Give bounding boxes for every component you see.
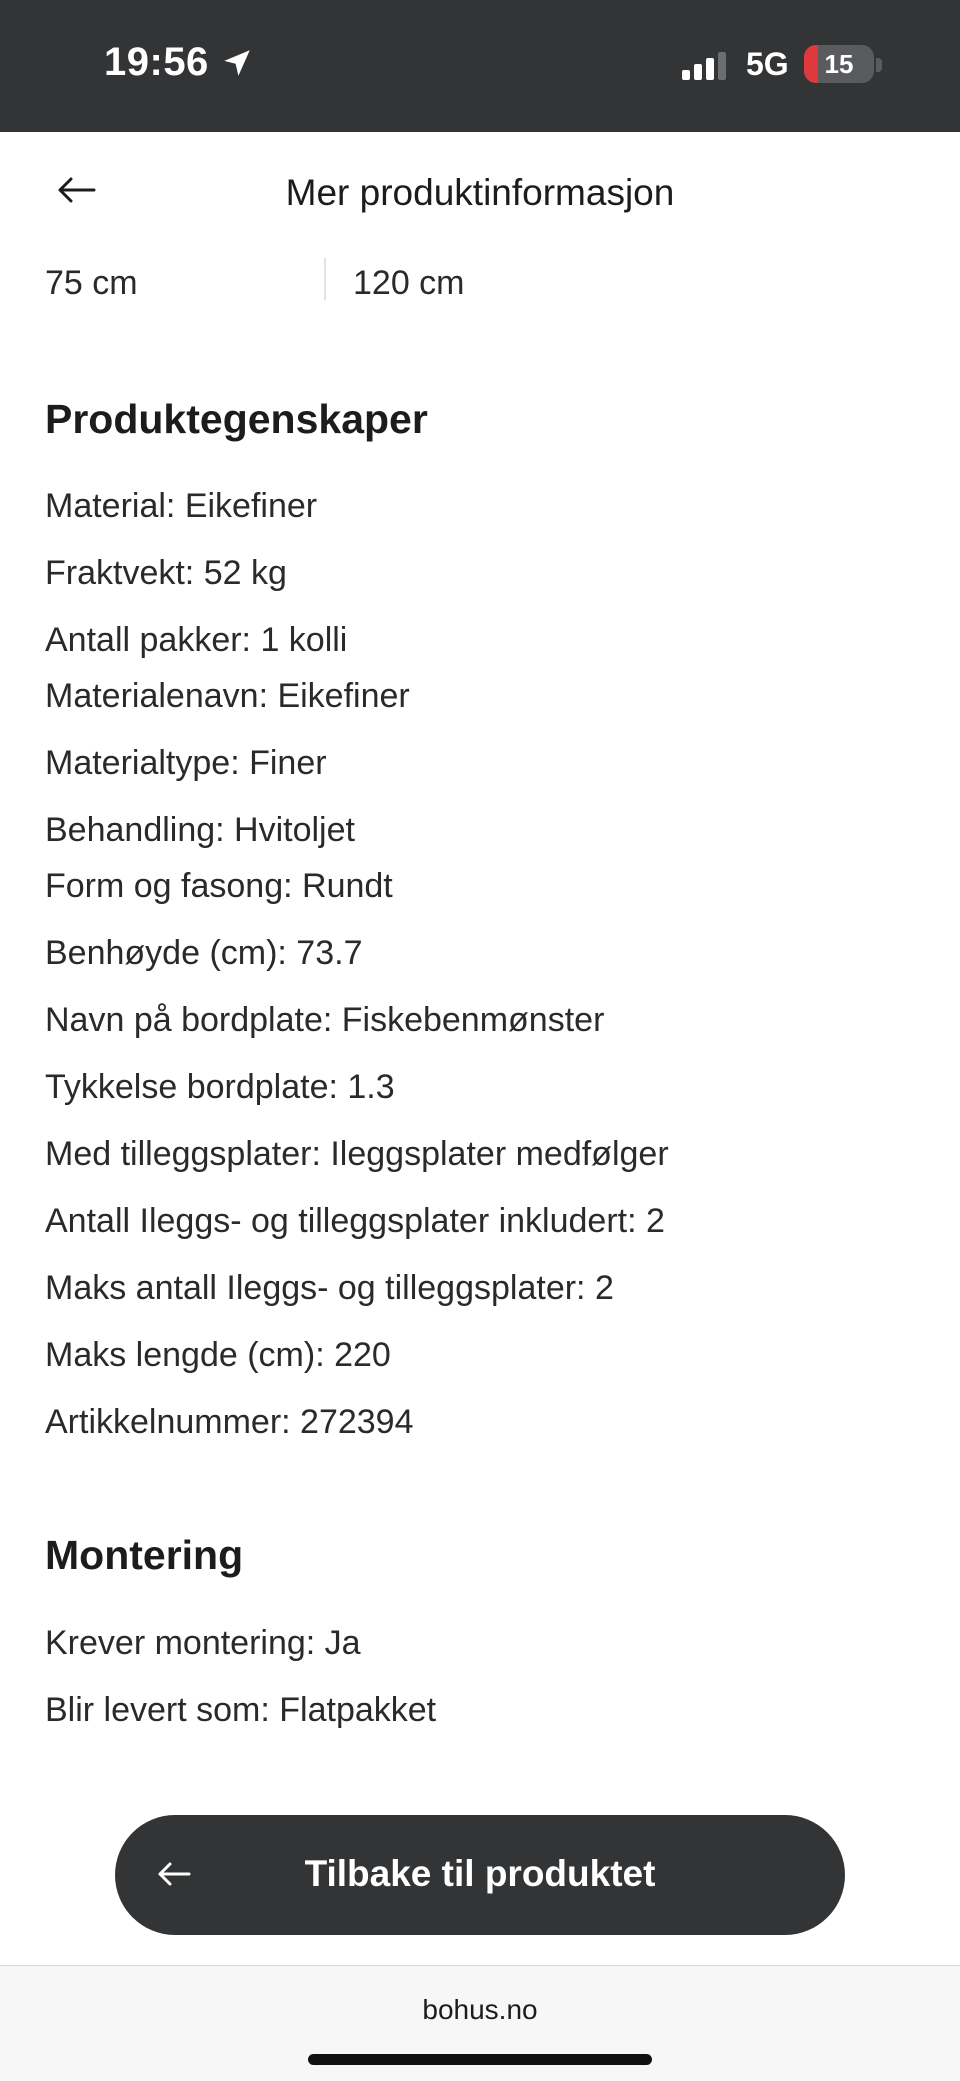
home-indicator[interactable] xyxy=(308,2054,652,2065)
back-to-product-button[interactable] xyxy=(115,1815,845,1935)
list-item: Navn på bordplate: Fiskebenmønster xyxy=(45,1001,605,1039)
page-header xyxy=(0,132,960,252)
status-time: 19:56 xyxy=(104,40,209,84)
dimensions-row xyxy=(0,258,960,308)
dimension-left: 75 cm xyxy=(45,264,138,302)
list-item: Fraktvekt: 52 kg xyxy=(45,554,287,592)
list-item: Krever montering: Ja xyxy=(45,1624,361,1662)
battery-percent: 15 xyxy=(824,49,854,79)
cellular-signal-icon xyxy=(680,50,730,82)
back-to-product-label: Tilbake til produktet xyxy=(304,1853,656,1894)
page-title: Mer produktinformasjon xyxy=(285,172,675,213)
list-item: Behandling: Hvitoljet xyxy=(45,811,355,849)
dimension-right: 120 cm xyxy=(353,264,465,302)
list-item: Form og fasong: Rundt xyxy=(45,867,393,905)
status-bar xyxy=(0,0,960,132)
list-item: Med tilleggsplater: Ileggsplater medfølger xyxy=(45,1135,669,1173)
properties-heading: Produktegenskaper xyxy=(45,396,428,442)
list-item: Material: Eikefiner xyxy=(45,487,318,525)
list-item: Benhøyde (cm): 73.7 xyxy=(45,934,363,972)
network-type: 5G xyxy=(746,46,789,82)
browser-address-bar xyxy=(0,1965,960,2081)
dimension-divider xyxy=(324,258,326,300)
browser-url[interactable]: bohus.no xyxy=(422,1994,538,2025)
list-item: Maks antall Ileggs- og tilleggsplater: 2 xyxy=(45,1269,614,1307)
list-item: Maks lengde (cm): 220 xyxy=(45,1336,391,1374)
assembly-heading: Montering xyxy=(45,1532,244,1578)
list-item: Materialtype: Finer xyxy=(45,744,327,782)
list-item: Blir levert som: Flatpakket xyxy=(45,1691,437,1729)
battery-icon xyxy=(804,45,874,83)
list-item: Antall Ileggs- og tilleggsplater inkludert: 2 xyxy=(45,1202,665,1240)
location-arrow-icon xyxy=(220,46,254,80)
list-item: Artikkelnummer: 272394 xyxy=(45,1403,414,1441)
list-item: Tykkelse bordplate: 1.3 xyxy=(45,1068,395,1106)
list-item: Materialenavn: Eikefiner xyxy=(45,677,410,715)
battery-cap xyxy=(876,58,882,72)
list-item: Antall pakker: 1 kolli xyxy=(45,621,348,659)
